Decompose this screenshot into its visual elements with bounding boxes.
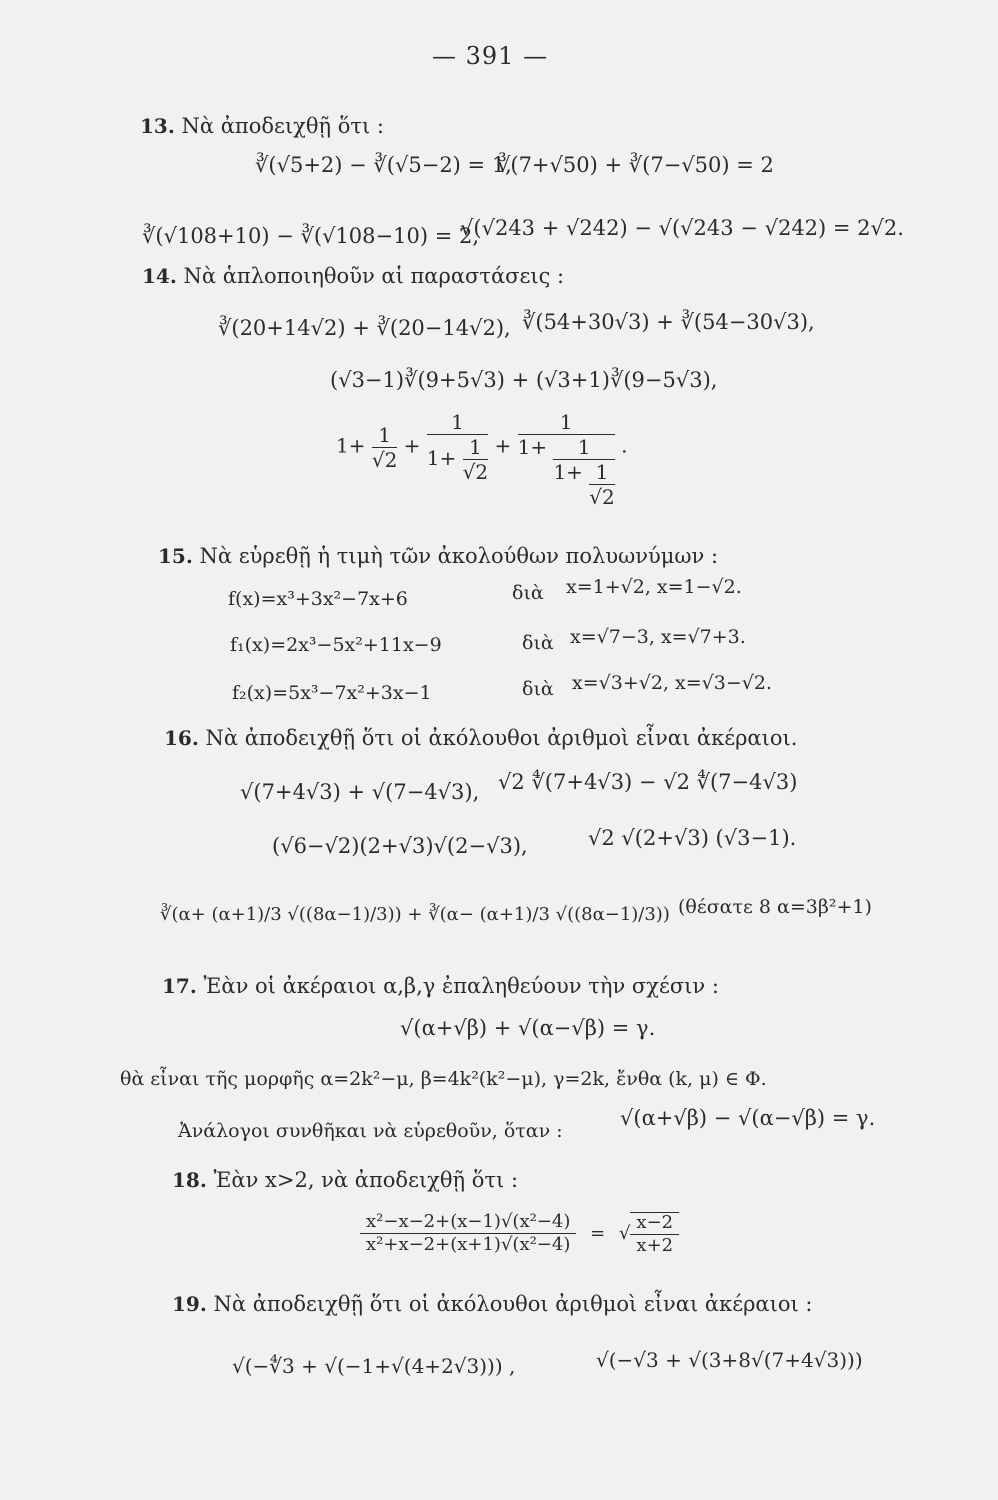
problem-18-fraction (360, 1212, 679, 1255)
problem-13-eq4: √(√243 + √242) − √(√243 − √242) = 2√2. (460, 216, 904, 240)
problem-15-number: 15. (158, 544, 193, 568)
problem-15-vals-0: x=1+√2, x=1−√2. (566, 576, 742, 598)
problem-17-line3: Ἀνάλογοι συνθῆκαι νὰ εὑρεθοῦν, ὅταν : (178, 1120, 563, 1142)
problem-13-heading (140, 116, 384, 137)
problem-16-eq1: √(7+4√3) + √(7−4√3), (240, 780, 480, 804)
problem-13-number: 13. (140, 114, 175, 138)
cf-plus-2: + (494, 433, 512, 458)
problem-17-heading (162, 976, 719, 997)
problem-18-text: Ἐὰν x>2, νὰ ἀποδειχθῇ ὅτι : (213, 1168, 519, 1192)
problem-14-heading (142, 266, 564, 287)
problem-15-dia-2: διὰ (522, 678, 554, 700)
problem-13-eq3: ∛(√108+10) − ∛(√108−10) = 2, (142, 224, 480, 248)
cf-end-dot: . (621, 433, 628, 458)
problem-18-eq-sign: = (590, 1222, 606, 1244)
cf-lead: 1+ (336, 433, 366, 458)
problem-18-heading (172, 1170, 518, 1191)
problem-17-text: Ἐὰν οἱ ἀκέραιοι α,β,γ ἐπαληθεύουν τὴν σχέσιν : (203, 974, 719, 998)
page-number: — 391 — (432, 42, 549, 70)
problem-19-heading (172, 1294, 812, 1315)
cf-term-2: 1 1+ $\frac{1}{√2}$ (426, 410, 489, 484)
problem-15-poly-1: f₁(x)=2x³−5x²+11x−9 (230, 634, 442, 656)
problem-13-eq1: ∛(√5+2) − ∛(√5−2) = 1, (255, 153, 512, 177)
problem-18-rhs-radical: √ $\frac{x-2}{x+2}$ (619, 1223, 679, 1244)
problem-13-text: Νὰ ἀποδειχθῇ ὅτι : (181, 114, 384, 138)
problem-16-hint: (θέσατε 8 α=3β²+1) (678, 896, 872, 918)
problem-14-continued-fractions (336, 412, 627, 507)
problem-18-number: 18. (172, 1168, 207, 1192)
problem-15-text: Νὰ εὑρεθῇ ἡ τιμὴ τῶν ἀκολούθων πολυωνύμων : (199, 544, 719, 568)
problem-17-eq1: √(α+√β) + √(α−√β) = γ. (400, 1016, 656, 1040)
cf-term-1: $\frac{1}{√2}$ (371, 422, 398, 472)
problem-19-number: 19. (172, 1292, 207, 1316)
problem-13-eq2: ∛(7+√50) + ∛(7−√50) = 2 (497, 153, 774, 177)
problem-14-eq3: (√3−1)∛(9+5√3) + (√3+1)∛(9−5√3), (330, 368, 718, 392)
problem-15-dia-0: διὰ (512, 582, 544, 604)
problem-14-number: 14. (142, 264, 177, 288)
problem-17-number: 17. (162, 974, 197, 998)
problem-16-eq5: ∛(α+ (α+1)/3 √((8α−1)/3)) + ∛(α− (α+1)/3 √((8α−1)/3)) (160, 904, 670, 925)
problem-18-lhs: $\frac{\text{x²−x−2+(x−1)√(x²−4)}}{\text{x²+x−2+(x+1)√(x²−4)}}$ (360, 1213, 576, 1254)
cf-plus-1: + (403, 433, 421, 458)
cf-term-3: 1 1+ 1 1+ $\frac{1}{√2}$ (517, 410, 615, 509)
problem-16-text: Νὰ ἀποδειχθῇ ὅτι οἱ ἀκόλουθοι ἀριθμοὶ εἶναι ἀκέραιοι. (205, 726, 798, 750)
problem-15-heading (158, 546, 718, 567)
problem-19-eq2: √(−√3 + √(3+8√(7+4√3))) (596, 1348, 863, 1372)
problem-16-eq2: √2 ∜(7+4√3) − √2 ∜(7−4√3) (498, 770, 798, 794)
problem-15-vals-1: x=√7−3, x=√7+3. (570, 626, 746, 648)
problem-19-eq1: √(−∜3 + √(−1+√(4+2√3))) , (232, 1354, 516, 1378)
problem-17-line2: θὰ εἶναι τῆς μορφῆς α=2k²−μ, β=4k²(k²−μ), γ=2k, ἔνθα (k, μ) ∈ Φ. (120, 1068, 767, 1090)
problem-16-eq3: (√6−√2)(2+√3)√(2−√3), (272, 834, 528, 858)
problem-15-vals-2: x=√3+√2, x=√3−√2. (572, 672, 773, 694)
problem-14-text: Νὰ ἁπλοποιηθοῦν αἱ παραστάσεις : (183, 264, 565, 288)
problem-14-eq1: ∛(20+14√2) + ∛(20−14√2), (218, 316, 511, 340)
problem-15-poly-0: f(x)=x³+3x²−7x+6 (228, 588, 408, 610)
problem-16-eq4: √2 √(2+√3) (√3−1). (588, 826, 797, 850)
problem-16-number: 16. (164, 726, 199, 750)
problem-19-text: Νὰ ἀποδειχθῇ ὅτι οἱ ἀκόλουθοι ἀριθμοὶ εἶναι ἀκέραιοι : (213, 1292, 813, 1316)
problem-17-eq2: √(α+√β) − √(α−√β) = γ. (620, 1106, 876, 1130)
problem-15-poly-2: f₂(x)=5x³−7x²+3x−1 (232, 682, 432, 704)
problem-14-eq2: ∛(54+30√3) + ∛(54−30√3), (522, 310, 815, 334)
problem-15-dia-1: διὰ (522, 632, 554, 654)
problem-16-heading (164, 728, 797, 749)
